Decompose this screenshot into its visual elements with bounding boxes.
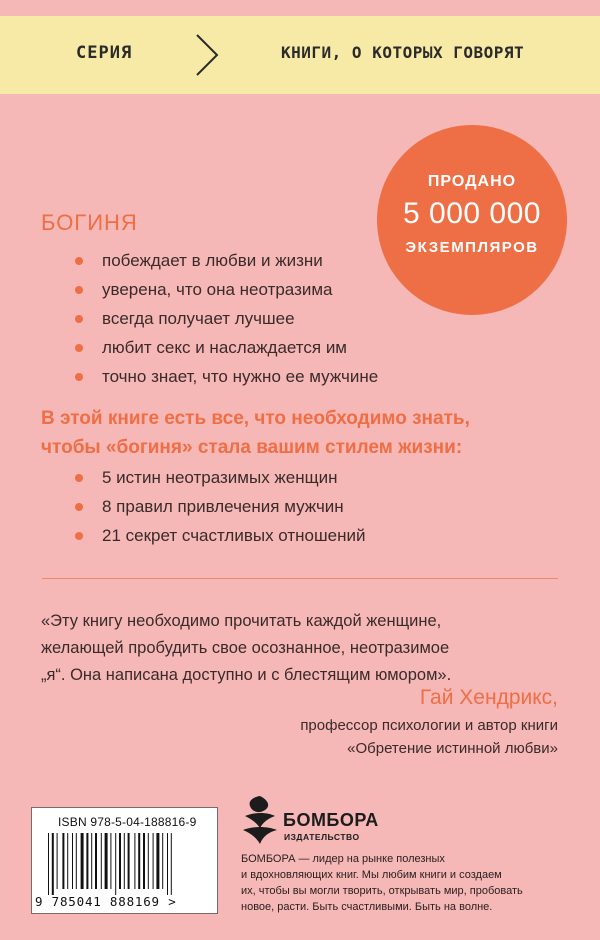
list-item: побеждает в любви и жизни	[75, 249, 378, 278]
goddess-heading: БОГИНЯ	[41, 210, 138, 235]
publisher-text-line: их, чтобы вы могли творить, открывать мир, пробовать	[241, 885, 523, 897]
series-banner	[0, 16, 600, 94]
bullet-icon	[75, 344, 83, 352]
list-item: всегда получает лучшее	[75, 307, 378, 336]
publisher-text-line: БОМБОРА — лидер на рынке полезных	[241, 853, 445, 865]
quote-line: „я“. Она написана доступно и с блестящим юмором».	[41, 666, 452, 684]
barcode-bars	[46, 833, 206, 895]
list-item: уверена, что она неотразима	[75, 278, 378, 307]
book-intro-line: В этой книге есть все, что необходимо знать,	[41, 408, 470, 429]
list-item: любит секс и наслаждается им	[75, 336, 378, 365]
author-desc-line: профессор психологии и автор книги	[300, 717, 558, 734]
badge-line-count: 5 000 000	[403, 197, 541, 230]
book-contents-list	[75, 466, 365, 553]
isbn-number: ISBN 978-5-04-188816-9	[58, 815, 197, 829]
quote-author: Гай Хендрикс,	[419, 686, 558, 709]
publisher-text-line: и вдохновляющих книг. Мы любим книги и создаем	[241, 869, 502, 881]
goddess-list	[75, 249, 378, 394]
bullet-icon	[75, 532, 83, 540]
chevron-right-icon	[194, 32, 220, 78]
bullet-icon	[75, 315, 83, 323]
series-label: СЕРИЯ	[76, 43, 133, 63]
section-divider	[42, 578, 558, 579]
author-desc-line: «Обретение истинной любви»	[347, 740, 558, 757]
bullet-icon	[75, 474, 83, 482]
bombora-logo-icon	[241, 794, 279, 846]
list-item: 5 истин неотразимых женщин	[75, 466, 365, 495]
list-item: точно знает, что нужно ее мужчине	[75, 365, 378, 394]
bullet-icon	[75, 503, 83, 511]
book-intro-line: чтобы «богиня» стала вашим стилем жизни:	[41, 437, 463, 458]
book-intro	[41, 404, 470, 462]
publisher-name: БОМБОРА	[283, 810, 379, 830]
badge-line-copies: ЭКЗЕМПЛЯРОВ	[405, 239, 539, 256]
publisher-description	[241, 851, 571, 915]
publisher-text-line: новое, расти. Быть счастливыми. Быть на волне.	[241, 901, 493, 913]
badge-line-sold: ПРОДАНО	[427, 173, 517, 190]
list-item: 21 секрет счастливых отношений	[75, 524, 365, 553]
review-quote	[41, 608, 571, 689]
bullet-icon	[75, 286, 83, 294]
author-description	[158, 714, 558, 760]
bullet-icon	[75, 257, 83, 265]
quote-line: «Эту книгу необходимо прочитать каждой женщине,	[41, 612, 442, 630]
series-title: КНИГИ, О КОТОРЫХ ГОВОРЯТ	[281, 43, 525, 62]
quote-line: желающей пробудить свое осознанное, неотразимое	[41, 639, 450, 657]
isbn-barcode	[31, 807, 218, 914]
publisher-subtitle: ИЗДАТЕЛЬСТВО	[284, 832, 360, 842]
list-item: 8 правил привлечения мужчин	[75, 495, 365, 524]
sales-badge	[377, 125, 567, 315]
barcode-digits: 9 785041 888169 >	[35, 894, 177, 909]
bullet-icon	[75, 373, 83, 381]
